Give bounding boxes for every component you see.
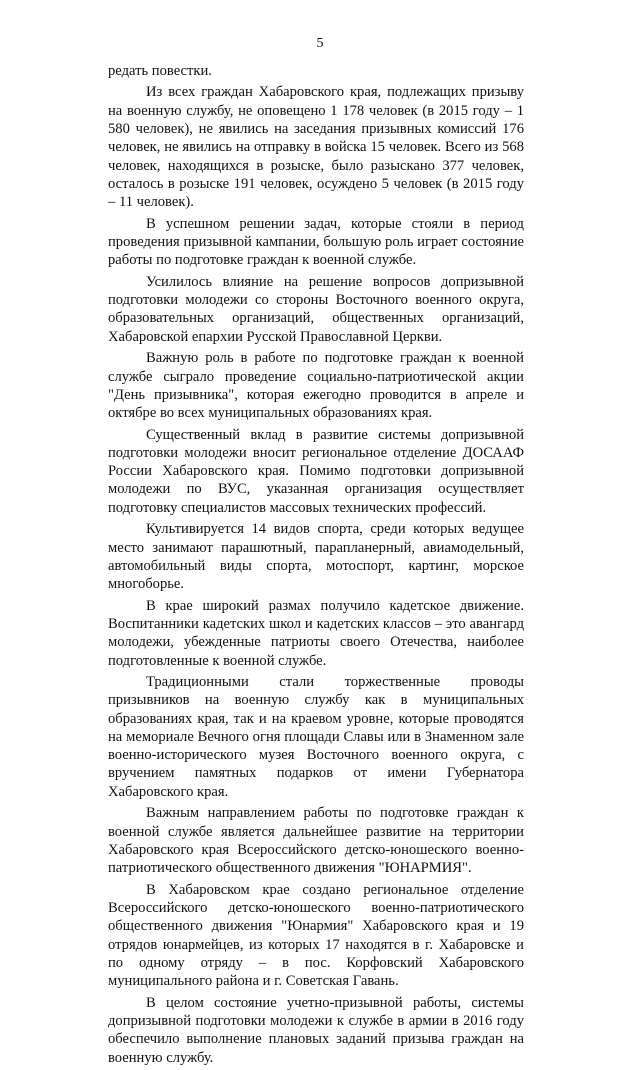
paragraph-dosaaf: Существенный вклад в развитие системы допризывной подготовки молодежи вносит региональное отделение ДОСААФ России Хабаровского края. Помимо подготовки допризывной молодежи по ВУС, указанная организация осуществляет подготовку специалистов массовых технических профессий.: [108, 426, 524, 516]
paragraph-campaign-tasks: В успешном решении задач, которые стояли в период проведения призывной кампании, большую роль играет состояние работы по подготовке граждан к военной службе.: [108, 215, 524, 269]
paragraph-conscription-statistics: Из всех граждан Хабаровского края, подлежащих призыву на военную службу, не оповещено 1 178 человек (в 2015 году – 1 580 человек), не явились на заседания призывных комиссий 176 человек, не явились на отправку в войска 15 человек. Всего из 568 человек, находящихся в розыске, было разыскано 377 человек, осталось в розыске 191 человек, осуждено 5 человек (в 2015 году – 11 человек).: [108, 84, 524, 211]
paragraph-sports: Культивируется 14 видов спорта, среди которых ведущее место занимают парашютный, парапланерный, авиамодельный, автомобильный виды спорта, мотоспорт, картинг, морское многоборье.: [108, 521, 524, 593]
paragraph-yunarmia-branch: В Хабаровском крае создано региональное отделение Всероссийского детско-юношеского военно-патриотического общественного движения "Юнармия" Хабаровского края и 19 отрядов юнармейцев, из которых 17 находятся в г. Хабаровске и по одному отряду – в пос. Корфовский Хабаровского муниципального района и г. Советская Гавань.: [108, 881, 524, 990]
paragraph-yunarmia-direction: Важным направлением работы по подготовке граждан к военной службе является дальнейшее развитие на территории Хабаровского края Всероссийского детско-юношеского военно-патриотического общественного движения "ЮНАРМИЯ".: [108, 805, 524, 877]
paragraph-continuation: редать повестки.: [108, 63, 212, 79]
paragraph-conclusion: В целом состояние учетно-призывной работы, системы допризывной подготовки молодежи к службе в армии в 2016 году обеспечило выполнение плановых заданий призыва граждан на военную службу.: [108, 994, 524, 1066]
document-body: [108, 62, 524, 1070]
paragraph-farewell-ceremonies: Традиционными стали торжественные проводы призывников на военную службу как в муниципальных образованиях края, так и на краевом уровне, которые проводятся на мемориале Вечного огня площади Славы или в Знаменном зале военно-исторического музея Восточного военного округа, с вручением памятных подарков от имени Губернатора Хабаровского края.: [108, 674, 524, 800]
paragraph-cadets: В крае широкий размах получило кадетское движение. Воспитанники кадетских школ и кадетских классов – это авангард молодежи, убежденные патриоты своего Отечества, наиболее подготовленные к военной службе.: [108, 597, 524, 669]
paragraph-conscript-day: Важную роль в работе по подготовке граждан к военной службе сыграло проведение социально-патриотической акции "День призывника", которая ежегодно проводится в апреле и октябре во всех муниципальных образованиях края.: [108, 350, 524, 422]
paragraph-influence: Усилилось влияние на решение вопросов допризывной подготовки молодежи со стороны Восточного военного округа, образовательных организаций, общественных организаций, Хабаровской епархии Русской Православной Церкви.: [108, 273, 524, 345]
page-number: 5: [316, 36, 324, 51]
